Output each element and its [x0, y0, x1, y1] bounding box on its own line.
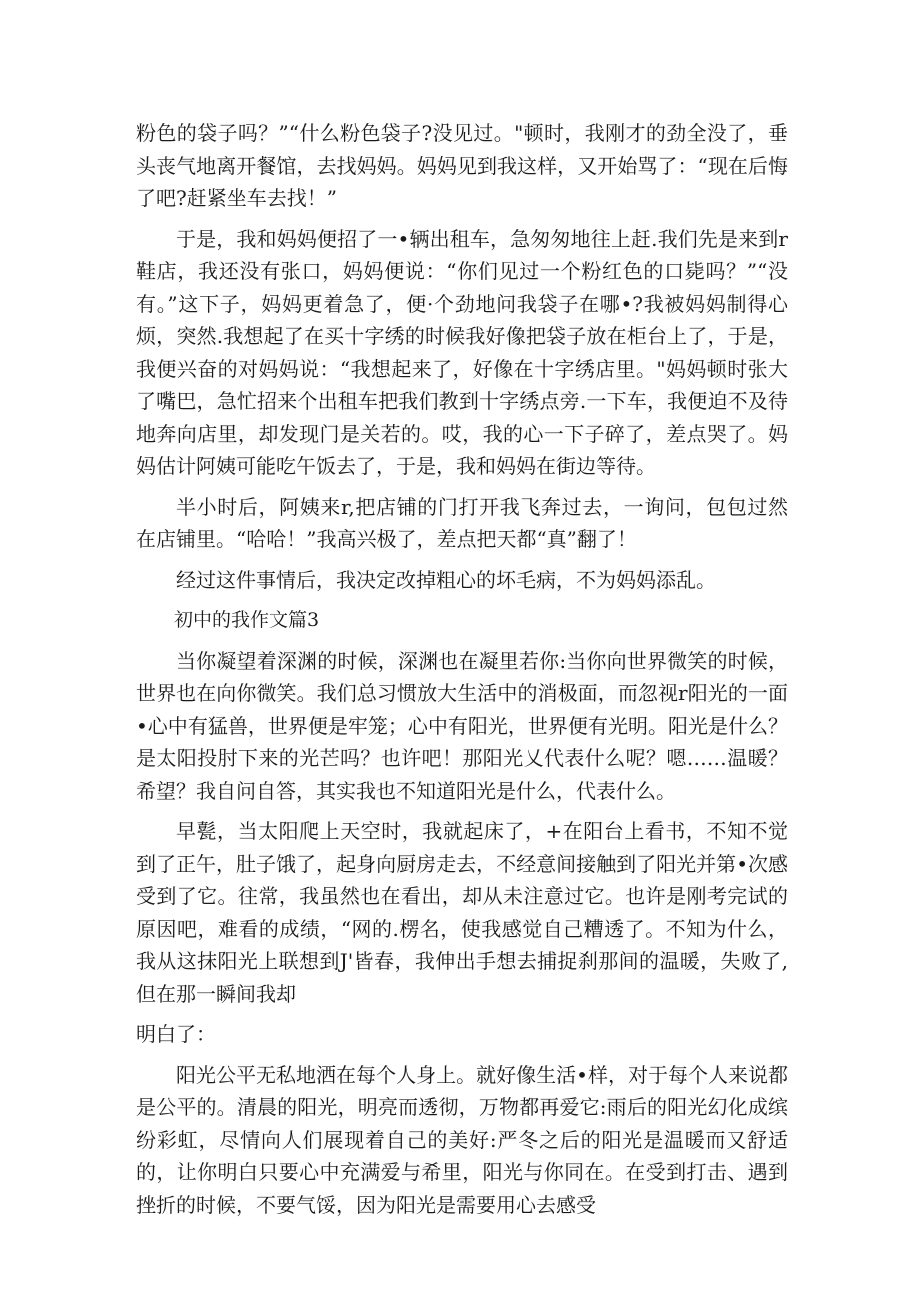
paragraph-7: 明白了：: [136, 1022, 216, 1046]
paragraph-2: 于是，我和妈妈便招了一•辆出租车，急匆匆地往上赶.我们先是来到r鞋店，我还没有张口，妈妈便说：“你们见过一个粉红色的口毙吗？”“没有。”这下子，妈妈更着急了，便·个劲地问我袋子在哪•?我被妈妈制得心烦，突然.我想起了在买十字绣的时候我好像把袋子放在柜台上了，于是，我便兴奋的对妈妈说：“我想起来了，好像在十字绣店里。"妈妈顿时张大了嘴巴，急忙招来个出租车把我们教到十字绣点旁.一下车，我便迫不及待地奔向店里，却发现门是关若的。哎，我的心一下子碎了，差点哭了。妈妈估计阿姨可能吃午饭去了，于是，我和妈妈在街边等待。: [136, 226, 788, 478]
paragraph-8: 阳光公平无私地洒在每个人身上。就好像生活•样，对于每个人来说都是公平的。清晨的阳光，明亮而透彻，万物都再爱它:雨后的阳光幻化成缤纷彩虹，尽情向人们展现着自己的美好:严冬之后的阳光是温暖而又舒适的，让你明白只要心中充满爱与希里，阳光与你同在。在受到打击、遇到挫折的时候，不要气馁，因为阳光是需要用心去感受: [136, 1062, 788, 1217]
paragraph-1: 粉色的袋子吗？”“什么粉色袋子?没见过。"顿时，我刚才的劲全没了，垂头丧气地离开餐馆，去找妈妈。妈妈见到我这样，又开始骂了：“现在后悔了吧?赶紧坐车去找！”: [136, 121, 788, 210]
paragraph-5: 当你凝望着深渊的时候，深渊也在凝里若你:当你向世界微笑的时候，世界也在向你微笑。我们总习惯放大生活中的消极面，而忽视r阳光的一面•心中有猛兽，世界便是牢笼；心中有阳光，世界便有光明。阳光是什么？是太阳投肘下来的光芒吗？也许吧！那阳光乂代表什么呢？嗯……温暖？希望？我自问自答，其实我也不知道阳光是什么，代表什么。: [136, 648, 788, 803]
paragraph-4: 经过这件事情后，我决定改掉粗心的坏毛病，不为妈妈添乱。: [176, 567, 716, 592]
paragraph-3: 半小时后，阿姨来r,把店铺的门打开我飞奔过去，一询问，包包过然在店铺里。“哈哈！”我高兴极了，差点把天都“真”翻了！: [136, 494, 788, 551]
article-body: [136, 117, 788, 1229]
paragraph-6: 早甏，当太阳爬上天空时，我就起床了，+在阳台上看书，不知不觉到了正午，肚子饿了，起身向厨房走去，不经意间接触到了阳光并第•次感受到了它。往常，我虽然也在看出，却从未注意过它。也许是刚考完试的原因吧，难看的成绩，“网的.楞名，使我感觉自己糟透了。不知为什么，我从这抹阳光上联想到J'皆春，我伸出手想去捕捉刹那间的温暖，失败了,但在那一瞬间我却: [136, 819, 788, 1006]
section-title: 初中的我作文篇3: [174, 609, 320, 631]
